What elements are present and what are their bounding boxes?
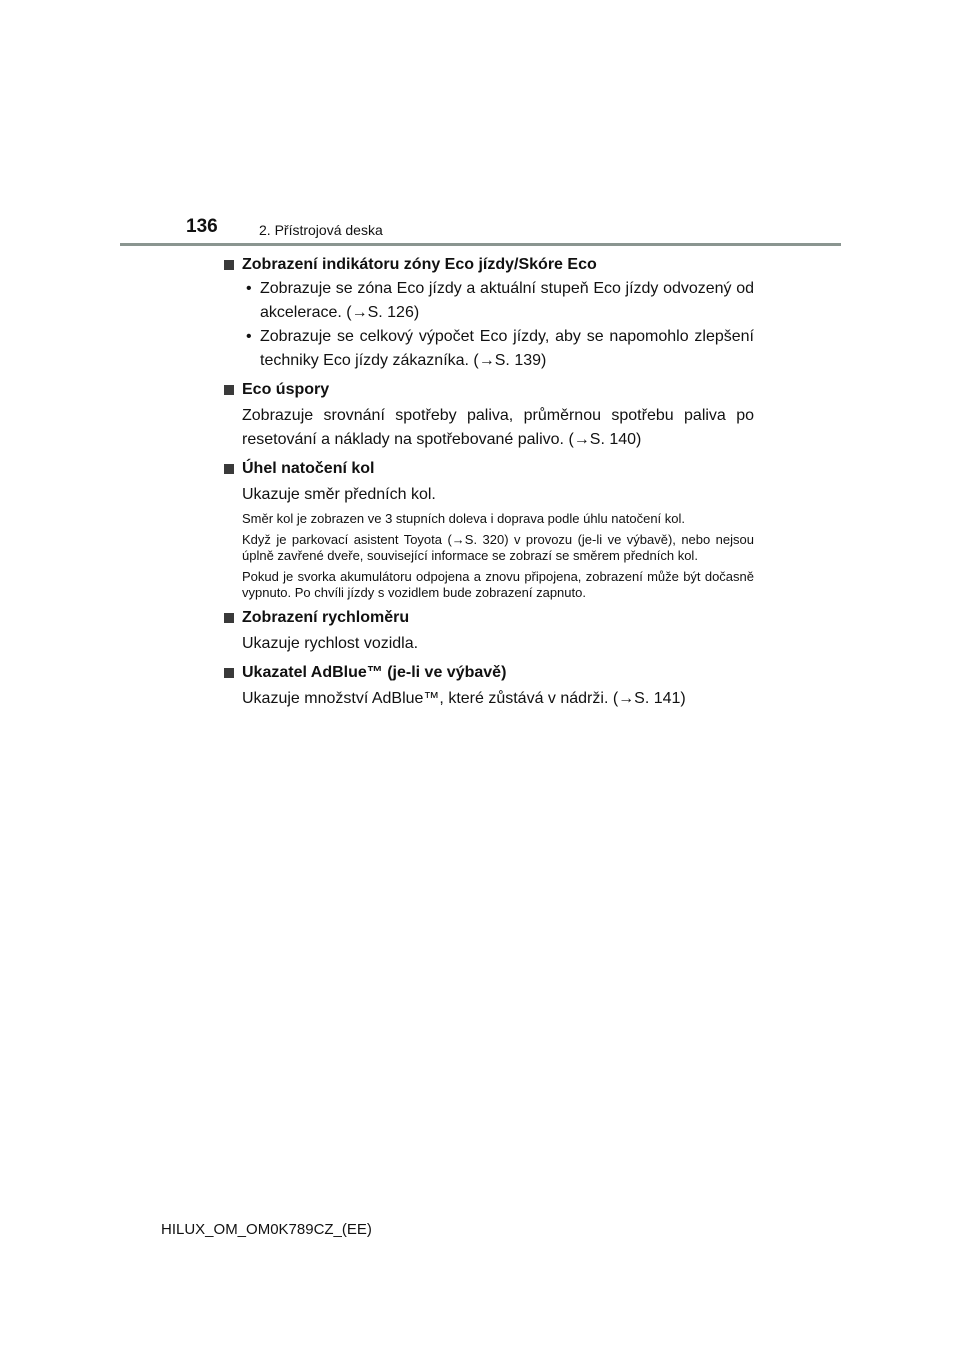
square-bullet-icon (224, 260, 234, 270)
bullet-list (222, 277, 754, 373)
section-steering-angle (222, 458, 754, 601)
section-text: Zobrazuje srovnání spotřeby paliva, průměrnou spotřebu paliva po resetování a náklady na spotřebované palivo. (→S. 140) (242, 407, 754, 448)
list-item-text: Zobrazuje se celkový výpočet Eco jízdy, aby se napomohlo zlepšení techniky Eco jízdy zákazníka. (→S. 139) (260, 328, 754, 369)
section-title: Ukazatel AdBlue™ (je-li ve výbavě) (242, 664, 507, 681)
section-title: Zobrazení rychloměru (242, 609, 410, 626)
note-text: Směr kol je zobrazen ve 3 stupních doleva i doprava podle úhlu natočení kol. (242, 511, 685, 526)
section-title: Eco úspory (242, 381, 330, 398)
section-text: Ukazuje množství AdBlue™, které zůstává v nádrži. (→S. 141) (242, 690, 686, 707)
section-heading (222, 458, 754, 479)
header-rule (120, 243, 841, 246)
main-content (222, 254, 754, 717)
document-code: HILUX_OM_OM0K789CZ_(EE) (161, 1221, 372, 1238)
section-heading (222, 662, 754, 683)
note-text: Pokud je svorka akumulátoru odpojena a znovu připojena, zobrazení může být dočasně vypnuto. Po chvíli jízdy s vozidlem bude zobrazení zapnuto. (242, 569, 754, 600)
section-heading (222, 379, 754, 400)
section-text: Ukazuje rychlost vozidla. (242, 635, 419, 652)
section-adblue (222, 662, 754, 711)
section-eco-savings (222, 379, 754, 452)
note-text: Když je parkovací asistent Toyota (→S. 320) v provozu (je-li ve výbavě), nebo nejsou úplně zavřené dveře, související informace se zobrazí se směrem předních kol. (242, 532, 754, 563)
list-item (242, 325, 754, 373)
section-speedometer (222, 607, 754, 656)
list-item-text: Zobrazuje se zóna Eco jízdy a aktuální stupeň Eco jízdy odvozený od akcelerace. (→S. 126) (260, 280, 754, 321)
chapter-title: 2. Přístrojová deska (259, 222, 383, 238)
square-bullet-icon (224, 464, 234, 474)
section-title: Úhel natočení kol (242, 460, 375, 477)
square-bullet-icon (224, 613, 234, 623)
square-bullet-icon (224, 668, 234, 678)
page-number: 136 (186, 216, 218, 237)
list-item (242, 277, 754, 325)
dot-bullet-icon: • (246, 280, 252, 297)
section-text: Ukazuje směr předních kol. (242, 486, 436, 503)
square-bullet-icon (224, 385, 234, 395)
dot-bullet-icon: • (246, 328, 252, 345)
section-heading (222, 254, 754, 275)
section-title: Zobrazení indikátoru zóny Eco jízdy/Skóre Eco (242, 256, 597, 273)
section-eco-zone (222, 254, 754, 373)
section-heading (222, 607, 754, 628)
